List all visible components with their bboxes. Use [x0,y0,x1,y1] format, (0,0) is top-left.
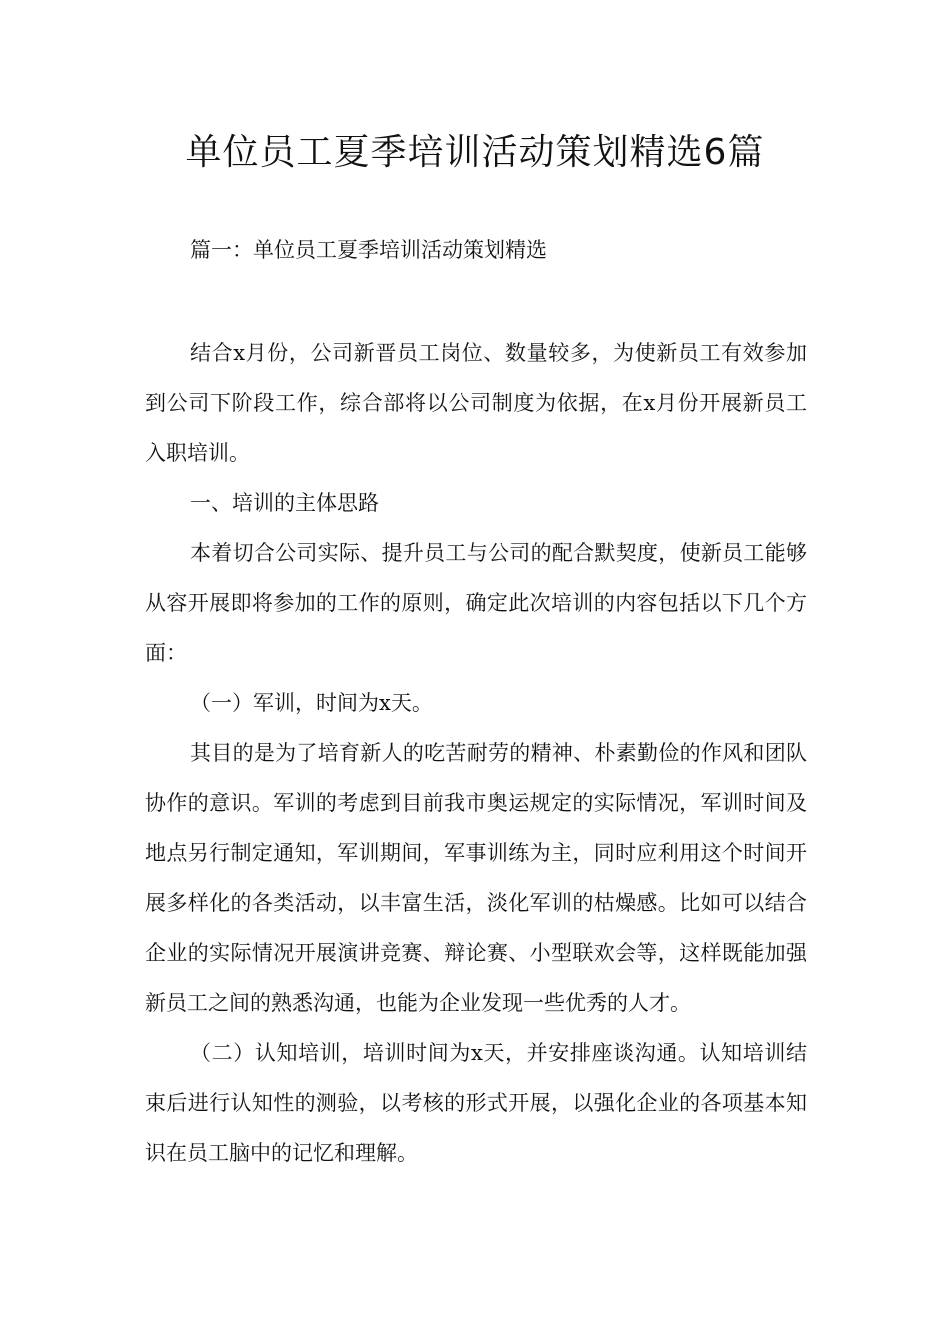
section-heading: 篇一：单位员工夏季培训活动策划精选 [190,238,547,262]
heading-training-approach: 一、培训的主体思路 [190,491,379,515]
document-body [145,328,807,1178]
paragraph-principle: 本着切合公司实际、提升员工与公司的配合默契度，使新员工能够从容开展即将参加的工作的原则，确定此次培训的内容包括以下几个方面： [145,541,807,665]
paragraph-intro: 结合x月份，公司新晋员工岗位、数量较多，为使新员工有效参加到公司下阶段工作，综合部将以公司制度为依据，在x月份开展新员工入职培训。 [145,341,807,465]
paragraph-cognitive-training: （二）认知培训，培训时间为x天，并安排座谈沟通。认知培训结束后进行认知性的测验，以考核的形式开展，以强化企业的各项基本知识在员工脑中的记忆和理解。 [145,1041,807,1165]
heading-military-training: （一）军训，时间为x天。 [190,691,433,715]
paragraph-military-training: 其目的是为了培育新人的吃苦耐劳的精神、朴素勤俭的作风和团队协作的意识。军训的考虑到目前我市奥运规定的实际情况，军训时间及地点另行制定通知，军训期间，军事训练为主，同时应利用这个时间开展多样化的各类活动，以丰富生活，淡化军训的枯燥感。比如可以结合企业的实际情况开展演讲竞赛、辩论赛、小型联欢会等，这样既能加强新员工之间的熟悉沟通，也能为企业发现一些优秀的人才。 [145,741,807,1015]
document-title: 单位员工夏季培训活动策划精选6篇 [185,132,765,173]
